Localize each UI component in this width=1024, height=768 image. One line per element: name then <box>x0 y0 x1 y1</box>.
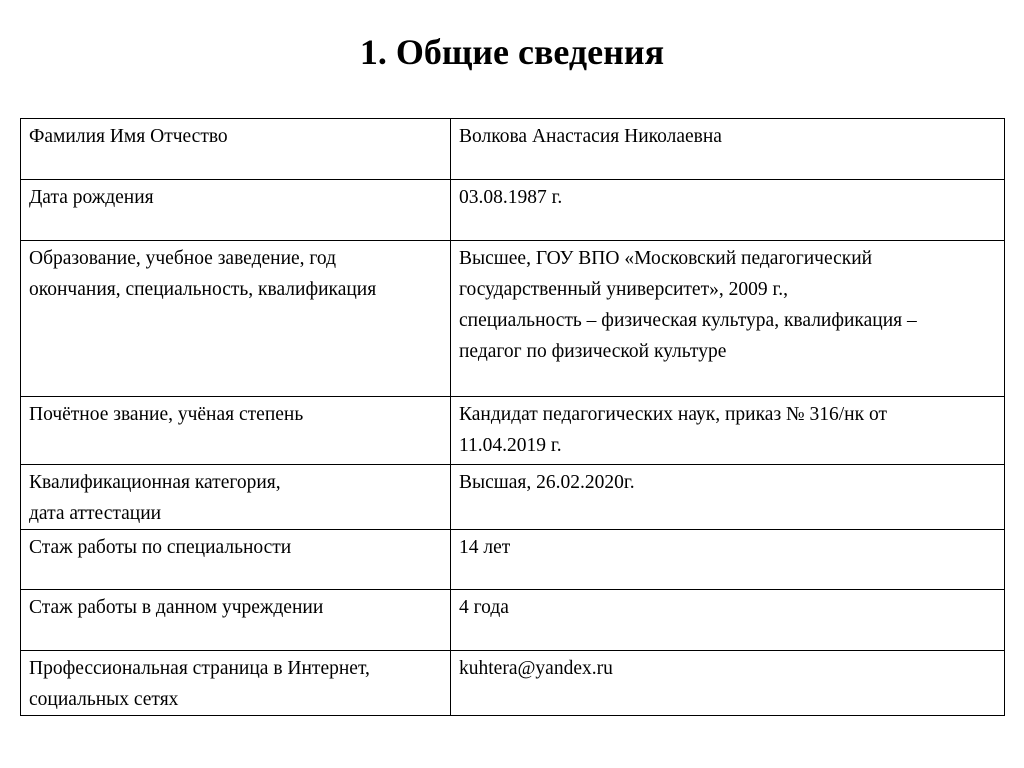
row-label-text: дата аттестации <box>29 503 162 524</box>
row-value-birth-date <box>451 180 1005 241</box>
table-row-institution-experience <box>21 590 1005 651</box>
row-value-text: Волкова Анастасия Николаевна <box>459 126 722 147</box>
row-value-text: 14 лет <box>459 537 511 558</box>
row-value-qualification-category <box>451 465 1005 530</box>
row-label-specialty-experience <box>21 530 451 590</box>
row-label-text: Квалификационная категория, <box>29 472 281 493</box>
table-row-education <box>21 241 1005 397</box>
row-label-institution-experience <box>21 590 451 651</box>
row-value-education <box>451 241 1005 397</box>
table-row-qualification-category <box>21 465 1005 530</box>
row-label-text: окончания, специальность, квалификация <box>29 279 377 300</box>
row-value-specialty-experience <box>451 530 1005 590</box>
row-label-text: социальных сетях <box>29 689 179 710</box>
row-value-institution-experience <box>451 590 1005 651</box>
row-label-text: Профессиональная страница в Интернет, <box>29 658 370 679</box>
row-value-text: Кандидат педагогических наук, приказ № 316/нк от <box>459 404 887 425</box>
table-row-professional-page <box>21 651 1005 716</box>
row-label-text: Дата рождения <box>29 187 154 208</box>
row-label-text: Образование, учебное заведение, год <box>29 248 337 269</box>
page-title: 1. Общие сведения <box>359 32 665 72</box>
general-info-table <box>20 118 1005 716</box>
row-value-text: педагог по физической культуре <box>459 341 727 362</box>
row-label-full-name <box>21 119 451 180</box>
table-row-birth-date <box>21 180 1005 241</box>
row-label-text: Почётное звание, учёная степень <box>29 404 304 425</box>
row-label-education <box>21 241 451 397</box>
row-value-text: Высшая, 26.02.2020г. <box>459 472 635 493</box>
row-value-text: 4 года <box>459 597 509 618</box>
row-label-text: Фамилия Имя Отчество <box>29 126 228 147</box>
row-value-text: 03.08.1987 г. <box>459 187 563 208</box>
row-label-qualification-category <box>21 465 451 530</box>
row-value-text: специальность – физическая культура, квалификация – <box>459 310 917 331</box>
row-label-text: Стаж работы в данном учреждении <box>29 597 324 618</box>
row-value-text: Высшее, ГОУ ВПО «Московский педагогический <box>459 248 873 269</box>
table-row-specialty-experience <box>21 530 1005 590</box>
row-label-birth-date <box>21 180 451 241</box>
row-value-text: государственный университет», 2009 г., <box>459 279 789 300</box>
row-value-full-name <box>451 119 1005 180</box>
row-label-text: Стаж работы по специальности <box>29 537 292 558</box>
row-value-professional-page <box>451 651 1005 716</box>
row-value-text: 11.04.2019 г. <box>459 435 562 456</box>
row-label-academic-title <box>21 397 451 465</box>
row-label-professional-page <box>21 651 451 716</box>
table-row-full-name <box>21 119 1005 180</box>
row-value-academic-title <box>451 397 1005 465</box>
table-row-academic-title <box>21 397 1005 465</box>
email-link[interactable]: kuhtera@yandex.ru <box>459 658 613 679</box>
